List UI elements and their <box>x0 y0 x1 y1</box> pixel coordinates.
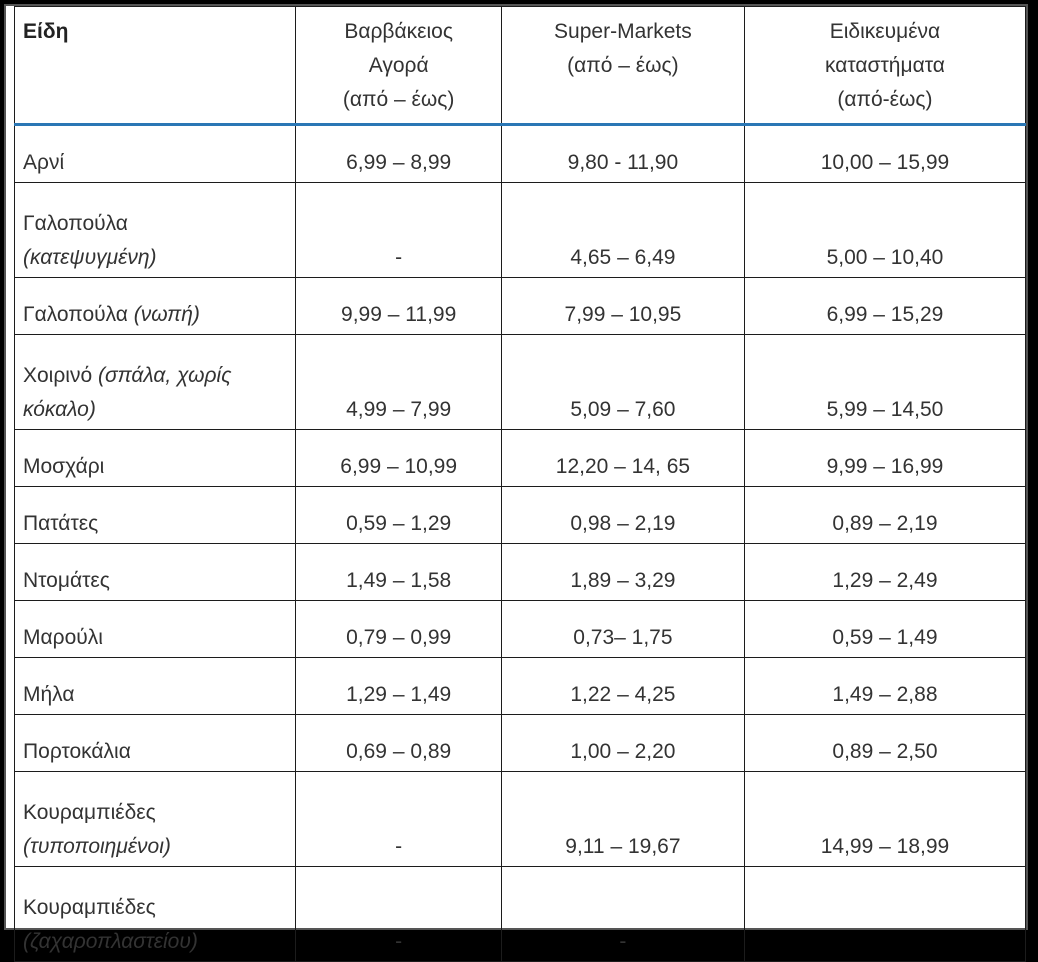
price-range-varvakios: - <box>296 867 501 962</box>
column-header-line: (από-έως) <box>837 88 933 111</box>
table-header <box>15 7 1026 125</box>
item-name: Μοσχάρι <box>23 455 105 478</box>
price-range-supermarkets: 1,22 – 4,25 <box>501 658 744 715</box>
item-name: Αρνί <box>23 151 65 174</box>
item-note: (ζαχαροπλαστείου) <box>23 930 198 953</box>
price-range-varvakios: 0,59 – 1,29 <box>296 487 501 544</box>
table-body <box>15 125 1026 962</box>
item-name-cell <box>15 183 296 278</box>
table-row <box>15 658 1026 715</box>
price-range-specialized: 0,89 – 2,19 <box>744 487 1025 544</box>
item-name-cell <box>15 772 296 867</box>
item-name-cell <box>15 867 296 962</box>
price-range-specialized: 5,99 – 14,50 <box>744 335 1025 430</box>
price-range-specialized: 6,99 – 15,29 <box>744 278 1025 335</box>
column-header-0 <box>15 7 296 125</box>
item-note: (σπάλα, χωρίς κόκαλο) <box>23 364 232 421</box>
price-range-specialized: 0,59 – 1,49 <box>744 601 1025 658</box>
price-range-supermarkets: - <box>501 867 744 962</box>
table-row <box>15 125 1026 183</box>
column-header-line: (από – έως) <box>567 54 679 77</box>
price-range-supermarkets: 12,20 – 14, 65 <box>501 430 744 487</box>
table-row <box>15 335 1026 430</box>
price-range-supermarkets: 9,11 – 19,67 <box>501 772 744 867</box>
item-name: Μαρούλι <box>23 626 103 649</box>
table-row <box>15 772 1026 867</box>
price-range-varvakios: 9,99 – 11,99 <box>296 278 501 335</box>
table-row <box>15 601 1026 658</box>
column-header-line: Βαρβάκειος <box>344 20 453 43</box>
price-range-specialized: 14,99 – 18,99 <box>744 772 1025 867</box>
item-name: Πατάτες <box>23 512 99 535</box>
price-range-specialized: 1,49 – 2,88 <box>744 658 1025 715</box>
item-name-cell <box>15 278 296 335</box>
item-name: Κουραμπιέδες <box>23 896 156 919</box>
price-range-varvakios: 4,99 – 7,99 <box>296 335 501 430</box>
column-header-line: Είδη <box>23 20 69 43</box>
table-row <box>15 715 1026 772</box>
item-name-cell <box>15 487 296 544</box>
table-row <box>15 183 1026 278</box>
table-row <box>15 544 1026 601</box>
item-note: (νωπή) <box>133 303 200 326</box>
column-header-line: Ειδικευμένα <box>829 20 941 43</box>
table-row <box>15 867 1026 962</box>
item-name-cell <box>15 658 296 715</box>
price-range-supermarkets: 1,00 – 2,20 <box>501 715 744 772</box>
price-range-specialized: 10,00 – 15,99 <box>744 125 1025 183</box>
price-range-supermarkets: 0,98 – 2,19 <box>501 487 744 544</box>
table-row <box>15 430 1026 487</box>
item-name: Ντομάτες <box>23 569 110 592</box>
price-range-varvakios: 6,99 – 10,99 <box>296 430 501 487</box>
price-range-supermarkets: 9,80 - 11,90 <box>501 125 744 183</box>
item-name-cell <box>15 125 296 183</box>
price-range-varvakios: 6,99 – 8,99 <box>296 125 501 183</box>
price-range-specialized: 0,89 – 2,50 <box>744 715 1025 772</box>
item-name: Πορτοκάλια <box>23 740 131 763</box>
item-name-cell <box>15 430 296 487</box>
item-name-cell <box>15 335 296 430</box>
item-name-cell <box>15 715 296 772</box>
item-name: Κουραμπιέδες <box>23 801 156 824</box>
price-table <box>14 6 1026 962</box>
table-row <box>15 487 1026 544</box>
price-range-varvakios: - <box>296 772 501 867</box>
column-header-line: καταστήματα <box>825 54 945 77</box>
price-range-specialized: 5,00 – 10,40 <box>744 183 1025 278</box>
column-header-line: Super-Markets <box>554 20 692 43</box>
price-range-specialized: 9,99 – 16,99 <box>744 430 1025 487</box>
item-note: (τυποποιημένοι) <box>23 835 171 858</box>
price-range-supermarkets: 7,99 – 10,95 <box>501 278 744 335</box>
price-range-varvakios: - <box>296 183 501 278</box>
document-frame <box>4 4 1028 953</box>
header-row <box>15 7 1026 125</box>
price-range-supermarkets: 5,09 – 7,60 <box>501 335 744 430</box>
price-range-varvakios: 1,29 – 1,49 <box>296 658 501 715</box>
item-name: Χοιρινό <box>23 364 98 387</box>
item-name-cell <box>15 544 296 601</box>
price-range-supermarkets: 4,65 – 6,49 <box>501 183 744 278</box>
item-name: Μήλα <box>23 683 75 706</box>
column-header-1 <box>296 7 501 125</box>
item-note: (κατεψυγμένη) <box>23 246 157 269</box>
price-range-specialized <box>744 867 1025 962</box>
item-name-cell <box>15 601 296 658</box>
price-range-varvakios: 1,49 – 1,58 <box>296 544 501 601</box>
column-header-2 <box>501 7 744 125</box>
item-name: Γαλοπούλα <box>23 212 128 235</box>
price-range-specialized: 1,29 – 2,49 <box>744 544 1025 601</box>
price-range-supermarkets: 1,89 – 3,29 <box>501 544 744 601</box>
column-header-line: (από – έως) <box>342 88 455 111</box>
item-name: Γαλοπούλα <box>23 303 134 326</box>
column-header-3 <box>744 7 1025 125</box>
price-range-varvakios: 0,79 – 0,99 <box>296 601 501 658</box>
table-row <box>15 278 1026 335</box>
price-range-varvakios: 0,69 – 0,89 <box>296 715 501 772</box>
column-header-line: Αγορά <box>368 54 429 77</box>
price-range-supermarkets: 0,73– 1,75 <box>501 601 744 658</box>
